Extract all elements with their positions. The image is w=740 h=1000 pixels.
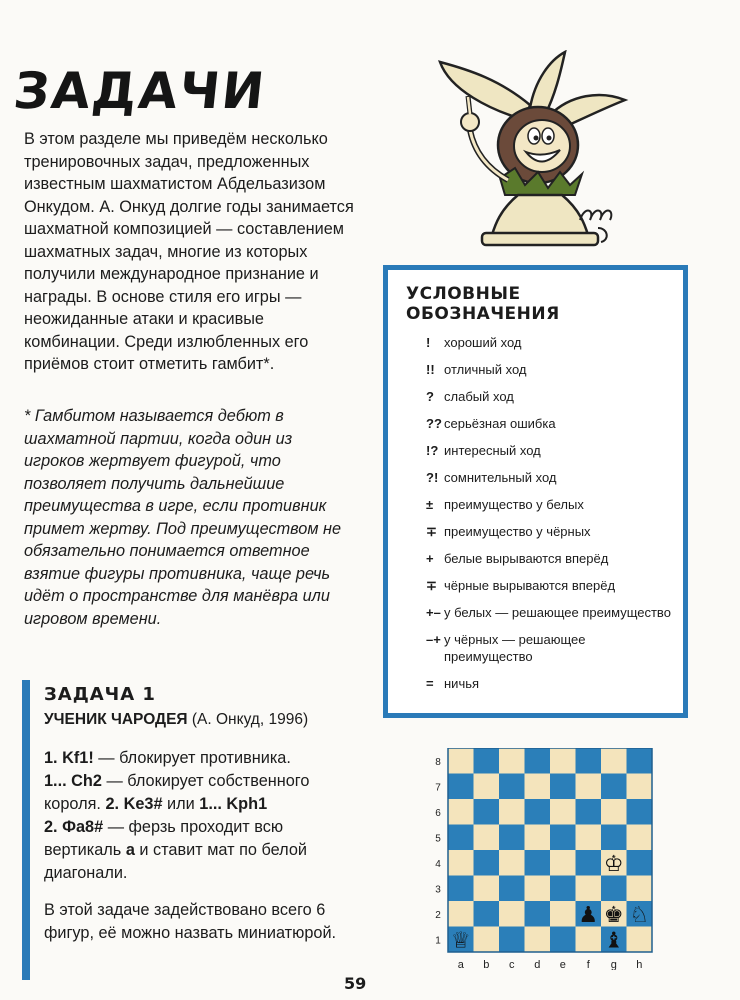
legend-symbol: = [426, 676, 434, 691]
legend-description: отличный ход [444, 362, 527, 377]
board-square [627, 825, 653, 851]
file-label: c [509, 959, 515, 970]
legend-description: у чёрных — решающее преимущество [444, 632, 586, 664]
board-square [525, 774, 551, 800]
legend-symbol: ? [426, 389, 434, 404]
move-1-reply-comment: — блокирует собственного короля. [44, 772, 310, 813]
legend-symbol: ?? [426, 416, 442, 431]
board-square [627, 850, 653, 876]
intro-paragraph: В этом разделе мы приведём несколько тренировочных задач, предложенных известным шахматистом Абдельазизом Онкудом. А. Онкуд долгие годы занимается шахматной композицией — составлением шахматных задач, многие из которых получили международное признание и награды. В основе стиля его игры — неожиданные атаки и красивые комбинации. Среди излюбленных его приёмов стоит отметить гамбит*. [24, 130, 354, 373]
board-square [499, 876, 525, 902]
legend-item [406, 631, 671, 665]
board-square [576, 825, 602, 851]
legend-item [406, 523, 671, 540]
board-square [448, 748, 474, 774]
gambit-footnote: * Гамбитом называется дебют в шахматной партии, когда один из игроков жертвует фигурой, что позволяет получить дальнейшие преимущества в игре, если противник примет жертву. Под преимуществом не обязательно понимается ответное взятие фигуры противника, чаще речь идёт о пространстве для манёвра или игровом времени. [24, 407, 342, 628]
board-square [550, 748, 576, 774]
board-square [576, 927, 602, 953]
legend-symbol: ± [426, 497, 434, 512]
legend-description: интересный ход [444, 443, 541, 458]
legend-item [406, 496, 671, 513]
board-square [576, 850, 602, 876]
legend-list [406, 334, 671, 692]
board-square [448, 774, 474, 800]
board-square [525, 901, 551, 927]
board-square [550, 901, 576, 927]
board-square [499, 850, 525, 876]
board-square [499, 927, 525, 953]
board-square [474, 901, 500, 927]
file-label: e [559, 959, 566, 970]
page-title: ЗАДАЧИ [10, 62, 269, 120]
board-square [499, 799, 525, 825]
legend-box [383, 265, 688, 718]
legend-symbol: + [426, 551, 434, 566]
board-square [601, 774, 627, 800]
board-square [550, 927, 576, 953]
legend-item [406, 415, 671, 432]
task-author: (А. Онкуд, 1996) [191, 711, 309, 728]
board-square [576, 774, 602, 800]
board-square [499, 748, 525, 774]
board-square [601, 748, 627, 774]
board-square [627, 799, 653, 825]
legend-symbol: !? [426, 443, 439, 458]
board-square [627, 748, 653, 774]
move-2-comment-end: и ставит мат по белой диагонали. [44, 841, 307, 882]
board-square [525, 799, 551, 825]
board-square [448, 850, 474, 876]
page-number: 59 [344, 974, 367, 993]
board-square [448, 876, 474, 902]
move-1-reply: 1... Ch2 [44, 772, 102, 790]
legend-item [406, 388, 671, 405]
board-square [448, 799, 474, 825]
chess-piece: ♝ [603, 928, 624, 954]
board-square [627, 876, 653, 902]
chess-piece: ♔ [603, 851, 624, 877]
file-label: g [610, 959, 617, 970]
board-square [474, 927, 500, 953]
board-square [474, 799, 500, 825]
board-square [576, 799, 602, 825]
board-square [474, 748, 500, 774]
task-name: УЧЕНИК ЧАРОДЕЯ [44, 711, 188, 728]
file-label: f [586, 959, 590, 970]
board-square [499, 825, 525, 851]
legend-item [406, 550, 671, 567]
task-title-line [44, 711, 358, 729]
task-1-section [22, 680, 358, 980]
rank-label: 2 [435, 909, 441, 921]
board-square [627, 927, 653, 953]
board-square [601, 825, 627, 851]
chess-piece: ♘ [629, 902, 650, 928]
file-label: h [636, 959, 643, 970]
rank-label: 7 [435, 782, 441, 794]
task-solution [44, 747, 358, 885]
legend-symbol: ! [426, 335, 431, 350]
move-2: 2. Фa8# [44, 818, 104, 836]
board-square [525, 825, 551, 851]
move-2-comment: — ферзь проходит всю вертикаль [44, 818, 284, 859]
board-square [499, 774, 525, 800]
legend-symbol: !! [426, 362, 435, 377]
chess-piece: ♟ [578, 902, 599, 928]
file-label: a [457, 959, 464, 970]
board-square [499, 901, 525, 927]
board-square [550, 825, 576, 851]
legend-description: сомнительный ход [444, 470, 557, 485]
legend-symbol: ∓ [426, 524, 437, 539]
legend-item [406, 469, 671, 486]
board-square [448, 825, 474, 851]
chess-board [430, 748, 660, 970]
legend-symbol: ∓ [426, 578, 437, 593]
legend-description: чёрные вырываются вперёд [444, 578, 616, 593]
legend-symbol: –+ [426, 632, 441, 647]
move-1-alt-reply: 1... Kph1 [199, 795, 268, 813]
legend-description: ничья [444, 676, 480, 691]
board-square [525, 927, 551, 953]
rank-label: 8 [435, 756, 441, 768]
move-2-option: 2. Ke3# [105, 795, 163, 813]
file-label: d [534, 959, 541, 970]
jester-mascot-illustration [430, 50, 640, 250]
board-square [550, 774, 576, 800]
legend-title: УСЛОВНЫЕ ОБОЗНАЧЕНИЯ [406, 284, 560, 324]
board-square [627, 774, 653, 800]
file-label: a [125, 841, 135, 859]
legend-item [406, 577, 671, 594]
board-square [576, 748, 602, 774]
legend-item [406, 361, 671, 378]
move-or: или [162, 795, 200, 813]
legend-description: у белых — решающее преимущество [444, 605, 671, 620]
chess-diagram [430, 748, 660, 970]
rank-label: 4 [435, 858, 441, 870]
legend-item [406, 675, 671, 692]
board-square [474, 850, 500, 876]
chess-piece: ♚ [603, 902, 624, 928]
legend-description: слабый ход [444, 389, 514, 404]
board-square [474, 876, 500, 902]
legend-description: преимущество у белых [444, 497, 584, 512]
board-square [550, 876, 576, 902]
legend-description: преимущество у чёрных [444, 524, 591, 539]
rank-label: 1 [435, 935, 441, 947]
board-square [474, 825, 500, 851]
board-square [550, 799, 576, 825]
legend-description: серьёзная ошибка [444, 416, 556, 431]
rank-label: 5 [435, 833, 441, 845]
rank-label: 6 [435, 807, 441, 819]
legend-symbol: ?! [426, 470, 439, 485]
legend-item [406, 604, 671, 621]
rank-label: 3 [435, 884, 441, 896]
task-closing: В этой задаче задействовано всего 6 фигур, её можно назвать миниатюрой. [44, 901, 337, 942]
legend-symbol: +– [426, 605, 441, 620]
board-square [525, 876, 551, 902]
task-number: ЗАДАЧА 1 [44, 684, 156, 705]
board-square [474, 774, 500, 800]
board-square [601, 876, 627, 902]
legend-item [406, 334, 671, 351]
board-square [576, 876, 602, 902]
board-square [550, 850, 576, 876]
legend-description: хороший ход [444, 335, 522, 350]
legend-description: белые вырываются вперёд [444, 551, 609, 566]
chess-piece: ♕ [450, 928, 471, 954]
file-label: b [483, 959, 490, 970]
board-square [601, 799, 627, 825]
board-square [525, 850, 551, 876]
board-square [525, 748, 551, 774]
move-1: 1. Kf1! [44, 749, 94, 767]
legend-item [406, 442, 671, 459]
move-1-comment: — блокирует противника. [93, 749, 291, 767]
board-square [448, 901, 474, 927]
